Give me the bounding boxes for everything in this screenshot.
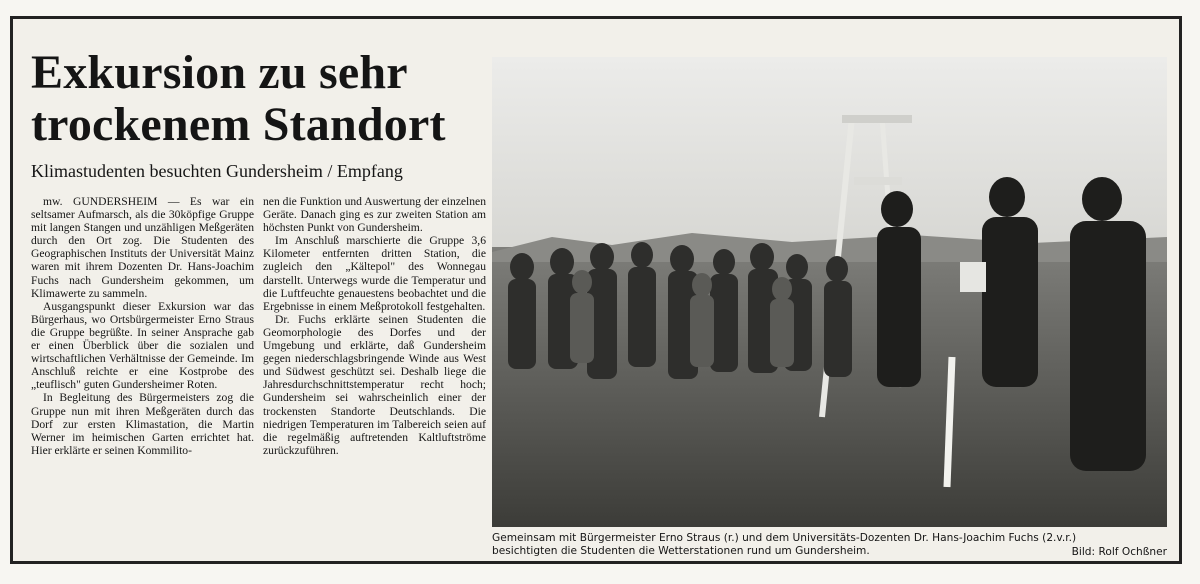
article-column-2 [263, 195, 486, 555]
article-column-1 [31, 195, 254, 555]
paragraph: In Begleitung des Bürgermeisters zog die Gruppe nun mit ihren Meßgeräten durch das Dorf zur ersten Klimastation, die Martin Werner im heimischen Garten errichtet hat. Hier erklärte er seinen Kommilito- [31, 391, 254, 457]
headline [31, 47, 446, 151]
paragraph: nen die Funktion und Auswertung der einzelnen Geräte. Danach ging es zur zweiten Station am höchsten Punkt von Gundersheim. [263, 195, 486, 235]
group-photo [492, 57, 1167, 527]
photo-credit: Bild: Rolf Ochßner [1071, 546, 1167, 558]
newspaper-clipping [10, 16, 1182, 564]
headline-line-2: trockenem Standort [31, 98, 446, 151]
paragraph: Ausgangspunkt dieser Exkursion war das Bürgerhaus, wo Ortsbürgermeister Erno Straus die Gruppe begrüßte. In seiner Ansprache gab er einen Überblick über die sozialen und wirtschaftlichen Verhältnisse der Gemeinde. Im Anschluß reichte er eine Kostprobe des „teuflisch" guten Gundersheimer Roten. [31, 299, 254, 392]
subheadline: Klimastudenten besuchten Gundersheim / Empfang [31, 161, 403, 181]
photo-caption [492, 532, 1167, 558]
caption-line-1: Gemeinsam mit Bürgermeister Erno Straus (r.) und dem Universitäts-Dozenten Dr. Hans-Joachim Fuchs (2.v.r.) [492, 532, 1077, 544]
headline-line-1: Exkursion zu sehr [31, 46, 408, 99]
photo-illustration [492, 57, 1167, 527]
paragraph: Im Anschluß marschierte die Gruppe 3,6 Kilometer entfernten dritten Station, die zugleich den „Kältepol" des Wonnegau darstellt. Unterwegs wurde die Temperatur und die Luftfeuchte genauestens beobachtet und die Ergebnisse in einem Meßprotokoll festgehalten. [263, 234, 486, 313]
article-body [31, 195, 486, 555]
paragraph: Dr. Fuchs erklärte seinen Studenten die Geomorphologie des Dorfes und der Umgebung und erklärte, daß Gundersheim gegen niederschlagsbringende Winde aus West und Südwest geschützt sei. Deshalb liege die Jahresdurchschnittstemperatur recht hoch; Gundersheim sei wahrscheinlich einer der trockensten Standorte Deutschlands. Die niedrigen Temperaturen im Talbereich seien auf die regelmäßig auftretenden Kaltluftströme zurückzuführen. [263, 312, 486, 457]
paragraph: mw. GUNDERSHEIM — Es war ein seltsamer Aufmarsch, als die 30köpfige Gruppe mit langen Stangen und unzähligen Meßgeräten durch den Ort zog. Die Studenten des Geographischen Instituts der Universität Mainz waren mit ihrem Dozenten Dr. Hans-Joachim Fuchs nach Gundersheim gekommen, um Klimawerte zu sammeln. [31, 195, 254, 300]
caption-line-2: besichtigten die Studenten die Wetterstationen rund um Gundersheim. [492, 545, 870, 557]
